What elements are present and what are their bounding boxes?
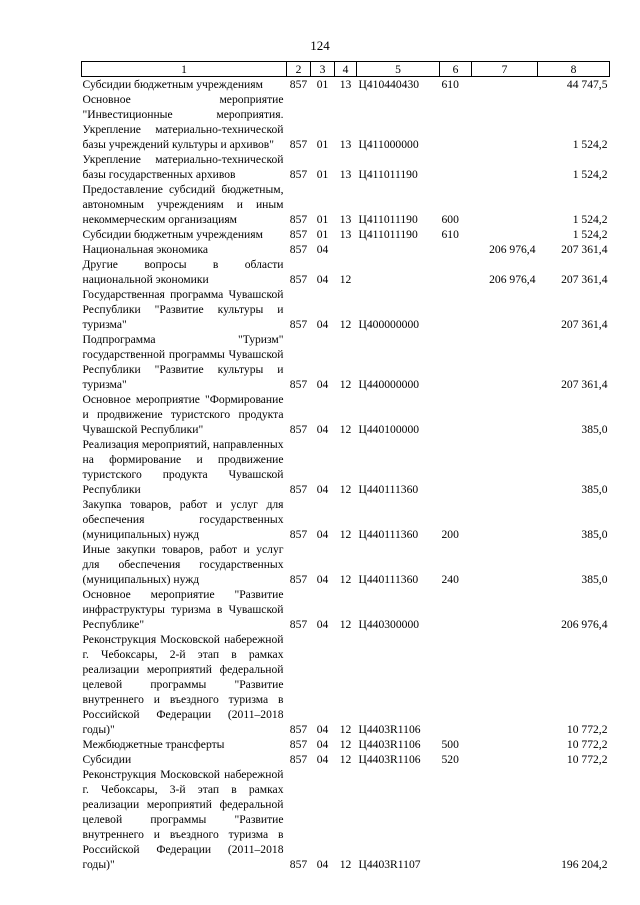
ministry-code: 857: [289, 483, 308, 496]
table-row: [82, 257, 610, 287]
amount-change: [472, 332, 538, 392]
row-description: Субсидии бюджетным учреждениям: [82, 228, 263, 241]
ministry-code: 857: [289, 423, 308, 436]
row-description: Основное мероприятие "Развитие инфраструктуры туризма в Чувашской Республике": [82, 588, 284, 631]
table-body: [82, 77, 610, 873]
target-article-code: Ц440111360: [358, 528, 419, 541]
target-article-code: Ц440300000: [358, 618, 420, 631]
subsection-code: 13: [339, 168, 352, 181]
row-description: Закупка товаров, работ и услуг для обеспечения государственных (муниципальных) нужд: [82, 498, 284, 541]
amount-change: 206 976,4: [489, 243, 536, 256]
amount-total: 196 204,2: [561, 858, 608, 871]
ministry-code: 857: [289, 723, 308, 736]
target-article-code: Ц4403R1106: [358, 723, 421, 736]
row-description: Основное мероприятие "Формирование и продвижение туристского продукта Чувашской Республики": [82, 393, 284, 436]
amount-change: [472, 752, 538, 767]
budget-table: [81, 61, 610, 872]
subsection-code: 12: [339, 423, 352, 436]
section-code: 04: [316, 318, 329, 331]
amount-change: [472, 587, 538, 632]
table-row: [82, 227, 610, 242]
row-description: Реконструкция Московской набережной г. Чебоксары, 2-й этап в рамках реализации мероприятий федеральной целевой программы "Развитие внутреннего и въездного туризма в Российской Федерации (2011–2018 годы)": [82, 633, 284, 736]
row-description: Субсидии: [82, 753, 132, 766]
amount-change: [472, 392, 538, 437]
expense-type-code: 610: [441, 78, 459, 91]
table-row: [82, 152, 610, 182]
row-description: Национальная экономика: [82, 243, 209, 256]
table-row: [82, 632, 610, 737]
expense-type-code: 600: [441, 213, 459, 226]
target-article-code: [357, 242, 440, 257]
column-header: 4: [335, 62, 357, 77]
section-code: 04: [316, 738, 329, 751]
section-code: 04: [316, 753, 329, 766]
expense-type-code: [440, 587, 472, 632]
table-header-row: [82, 62, 610, 77]
expense-type-code: 610: [441, 228, 459, 241]
section-code: 01: [316, 168, 329, 181]
ministry-code: 857: [289, 378, 308, 391]
section-code: 04: [316, 378, 329, 391]
amount-total: 385,0: [581, 423, 608, 436]
amount-total: 10 772,2: [566, 753, 608, 766]
row-description: Подпрограмма "Туризм" государственной программы Чувашской Республики "Развитие культуры и туризма": [82, 333, 284, 391]
row-description: Государственная программа Чувашской Республики "Развитие культуры и туризма": [82, 288, 284, 331]
section-code: 01: [316, 78, 329, 91]
expense-type-code: [440, 437, 472, 497]
expense-type-code: [440, 632, 472, 737]
section-code: 04: [316, 483, 329, 496]
column-header: 1: [82, 62, 287, 77]
column-header: 7: [472, 62, 538, 77]
row-description: Реконструкция Московской набережной г. Чебоксары, 3-й этап в рамках реализации мероприятий федеральной целевой программы "Развитие внутреннего и въездного туризма в Российской Федерации (2011–2018 годы)": [82, 768, 284, 871]
amount-change: [472, 737, 538, 752]
ministry-code: 857: [289, 858, 308, 871]
expense-type-code: 200: [441, 528, 459, 541]
target-article-code: Ц4403R1107: [358, 858, 421, 871]
amount-change: [472, 287, 538, 332]
section-code: 04: [316, 573, 329, 586]
table-row: [82, 182, 610, 227]
row-description: Иные закупки товаров, работ и услуг для обеспечения государственных (муниципальных) нужд: [82, 543, 284, 586]
amount-change: 206 976,4: [489, 273, 536, 286]
amount-total: 207 361,4: [561, 243, 608, 256]
amount-change: [472, 92, 538, 152]
expense-type-code: [440, 92, 472, 152]
table-row: [82, 392, 610, 437]
subsection-code: 12: [339, 573, 352, 586]
section-code: 04: [316, 723, 329, 736]
target-article-code: Ц411011190: [358, 228, 418, 241]
amount-total: 207 361,4: [561, 273, 608, 286]
ministry-code: 857: [289, 318, 308, 331]
page-number: 124: [310, 38, 330, 53]
amount-total: 1 524,2: [572, 138, 608, 151]
expense-type-code: [440, 287, 472, 332]
amount-change: [472, 437, 538, 497]
amount-change: [472, 767, 538, 872]
ministry-code: 857: [289, 78, 308, 91]
section-code: 04: [316, 618, 329, 631]
subsection-code: 13: [339, 78, 352, 91]
row-description: Межбюджетные трансферты: [82, 738, 225, 751]
expense-type-code: 240: [441, 573, 459, 586]
expense-type-code: [440, 152, 472, 182]
ministry-code: 857: [289, 753, 308, 766]
row-description: Укрепление материально-технической базы государственных архивов: [82, 153, 284, 181]
row-description: Реализация мероприятий, направленных на формирование и продвижение туристского продукта Чувашской Республики: [82, 438, 284, 496]
amount-change: [472, 632, 538, 737]
expense-type-code: [440, 332, 472, 392]
column-header: 3: [311, 62, 335, 77]
table-row: [82, 92, 610, 152]
column-header: 6: [440, 62, 472, 77]
amount-change: [472, 152, 538, 182]
expense-type-code: [440, 392, 472, 437]
table-row: [82, 77, 610, 93]
section-code: 04: [316, 423, 329, 436]
ministry-code: 857: [289, 618, 308, 631]
amount-change: [472, 542, 538, 587]
subsection-code: 12: [339, 753, 352, 766]
row-description: Субсидии бюджетным учреждениям: [82, 78, 263, 91]
ministry-code: 857: [289, 228, 308, 241]
table-row: [82, 242, 610, 257]
expense-type-code: [440, 242, 472, 257]
target-article-code: Ц411000000: [358, 138, 419, 151]
table-row: [82, 287, 610, 332]
target-article-code: Ц4403R1106: [358, 753, 421, 766]
amount-change: [472, 182, 538, 227]
amount-total: 1 524,2: [572, 228, 608, 241]
target-article-code: Ц411011190: [358, 213, 418, 226]
amount-total: 1 524,2: [572, 213, 608, 226]
target-article-code: Ц440111360: [358, 573, 419, 586]
ministry-code: 857: [289, 213, 308, 226]
target-article-code: [357, 257, 440, 287]
subsection-code: 12: [339, 273, 352, 286]
table-row: [82, 737, 610, 752]
target-article-code: Ц440111360: [358, 483, 419, 496]
subsection-code: 12: [339, 378, 352, 391]
ministry-code: 857: [289, 738, 308, 751]
target-article-code: Ц400000000: [358, 318, 420, 331]
section-code: 01: [316, 228, 329, 241]
column-header: 2: [287, 62, 311, 77]
expense-type-code: 520: [441, 753, 459, 766]
table-row: [82, 767, 610, 872]
section-code: 01: [316, 138, 329, 151]
table-row: [82, 752, 610, 767]
row-description: Предоставление субсидий бюджетным, автономным учреждениям и иным некоммерческим организациям: [82, 183, 284, 226]
expense-type-code: 500: [441, 738, 459, 751]
table-row: [82, 437, 610, 497]
subsection-code: 13: [339, 138, 352, 151]
ministry-code: 857: [289, 273, 308, 286]
table-row: [82, 587, 610, 632]
amount-change: [472, 497, 538, 542]
amount-total: 207 361,4: [561, 378, 608, 391]
ministry-code: 857: [289, 573, 308, 586]
subsection-code: 12: [339, 738, 352, 751]
amount-total: 385,0: [581, 528, 608, 541]
section-code: 04: [316, 243, 329, 256]
ministry-code: 857: [289, 168, 308, 181]
subsection-code: 12: [339, 723, 352, 736]
amount-total: 10 772,2: [566, 738, 608, 751]
subsection-code: 12: [339, 618, 352, 631]
subsection-code: 12: [339, 858, 352, 871]
subsection-code: 12: [339, 528, 352, 541]
target-article-code: Ц440100000: [358, 423, 420, 436]
target-article-code: Ц4403R1106: [358, 738, 421, 751]
amount-total: 10 772,2: [566, 723, 608, 736]
ministry-code: 857: [289, 528, 308, 541]
row-description: Основное мероприятие "Инвестиционные мероприятия. Укрепление материально-технической базы учреждений культуры и архивов": [82, 93, 284, 151]
target-article-code: Ц411011190: [358, 168, 418, 181]
amount-total: 44 747,5: [566, 78, 608, 91]
ministry-code: 857: [289, 138, 308, 151]
row-description: Другие вопросы в области национальной экономики: [82, 258, 284, 286]
amount-total: 207 361,4: [561, 318, 608, 331]
amount-total: 1 524,2: [572, 168, 608, 181]
section-code: 04: [316, 858, 329, 871]
section-code: 01: [316, 213, 329, 226]
column-header: 5: [357, 62, 440, 77]
section-code: 04: [316, 273, 329, 286]
amount-change: [472, 227, 538, 242]
subsection-code: 12: [339, 483, 352, 496]
target-article-code: Ц410440430: [358, 78, 420, 91]
expense-type-code: [440, 257, 472, 287]
amount-change: [472, 77, 538, 93]
subsection-code: 13: [339, 213, 352, 226]
amount-total: 206 976,4: [561, 618, 608, 631]
table-row: [82, 497, 610, 542]
column-header: 8: [538, 62, 610, 77]
target-article-code: Ц440000000: [358, 378, 420, 391]
table-row: [82, 332, 610, 392]
amount-total: 385,0: [581, 573, 608, 586]
section-code: 04: [316, 528, 329, 541]
subsection-code: [335, 242, 357, 257]
subsection-code: 13: [339, 228, 352, 241]
ministry-code: 857: [289, 243, 308, 256]
subsection-code: 12: [339, 318, 352, 331]
table-row: [82, 542, 610, 587]
amount-total: 385,0: [581, 483, 608, 496]
expense-type-code: [440, 767, 472, 872]
